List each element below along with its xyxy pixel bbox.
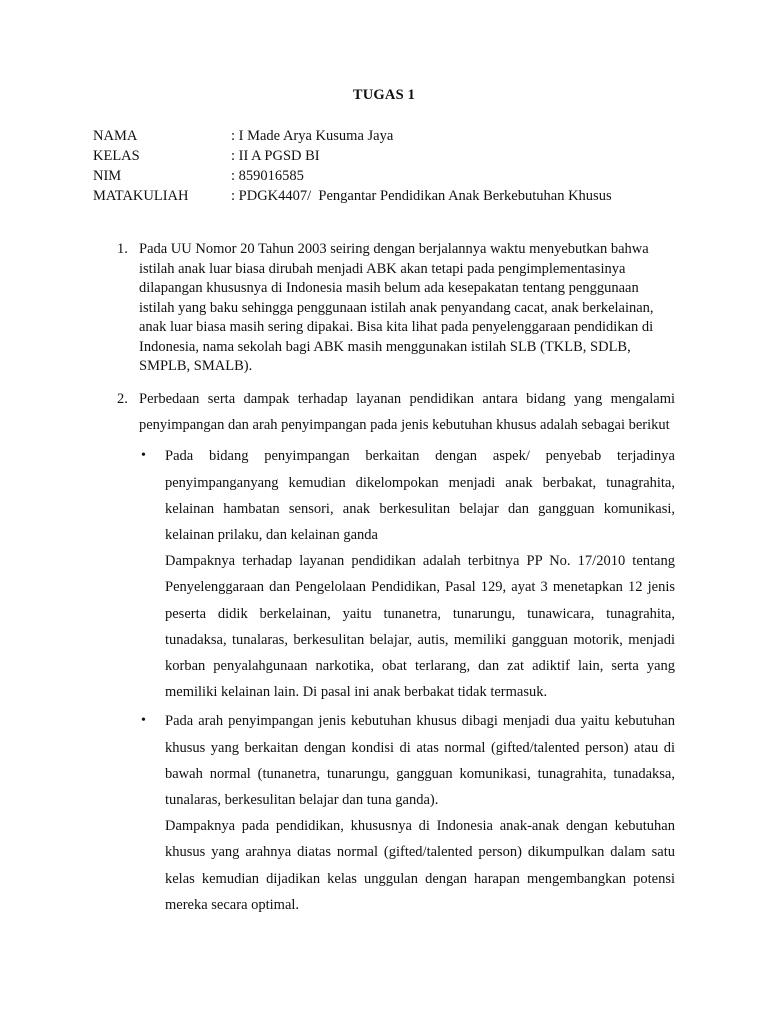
info-value: : 859016585 [231,168,304,184]
info-row-kelas [93,146,612,166]
document-title: TUGAS 1 [352,87,416,103]
answer-text: Pada UU Nomor 20 Tahun 2003 seiring dengan berjalannya waktu menyebutkan bahwa istilah anak luar biasa dirubah menjadi ABK akan tetapi pada pengimplementasinya dilapangan khususnya di Indonesia masih belum ada kesepakatan tentang penggunaan istilah yang baku sehingga penggunaan istilah anak penyandang cacat, anak berkelainan, anak luar biasa masih sering dipakai. Bisa kita lihat pada penyelenggaraan pendidikan di Indonesia, nama sekolah bagi ABK masih menggunakan istilah SLB (TKLB, SDLB, SMPLB, SMALB). [139,241,654,374]
list-item [139,443,675,705]
info-row-matakuliah [93,186,612,206]
bullet-text: Pada arah penyimpangan jenis kebutuhan khusus dibagi menjadi dua yaitu kebutuhan khusus yang berkaitan dengan kondisi di atas normal (gifted/talented person) atau di bawah normal (tunanetra, tunarungu, gangguan komunikasi, tunagrahita, tunadaksa, tunalaras, berkesulitan belajar dan tuna ganda). [165,713,675,809]
info-value: : PDGK4407/ Pengantar Pendidikan Anak Berkebutuhan Khusus [231,188,612,204]
bullet-text: Pada bidang penyimpangan berkaitan dengan aspek/ penyebab terjadinya penyimpanganyang kemudian dikelompokan menjadi anak berbakat, tunagrahita, kelainan hambatan sensori, anak berkesulitan belajar dan gangguan komunikasi, kelainan prilaku, dan kelainan ganda [165,448,675,544]
info-label: NAMA [93,128,138,144]
list-number: 1. [117,241,128,257]
info-value: : II A PGSD BI [231,148,320,164]
answer-item-2 [93,386,675,921]
bullet-impact: Dampaknya terhadap layanan pendidikan adalah terbitnya PP No. 17/2010 tentang Penyelenggaraan dan Pengelolaan Pendidikan, Pasal 129, ayat 3 menetapkan 12 jenis peserta didik berkelainan, yaitu tunanetra, tunarungu, tunawicara, tunagrahita, tunadaksa, tunalaras, berkesulitan belajar, autis, memiliki gangguan motorik, menjadi korban penyalahgunaan narkotika, obat terlarang, dan zat adiktif lain, serta yang memiliki kelainan lain. Di pasal ini anak berbakat tidak termasuk. [165,553,675,701]
info-value: : I Made Arya Kusuma Jaya [231,128,394,144]
list-number: 2. [117,391,128,407]
list-item [139,708,675,918]
bullet-impact: Dampaknya pada pendidikan, khususnya di Indonesia anak-anak dengan kebutuhan khusus yang arahnya diatas normal (gifted/talented person) dikumpulkan dalam satu kelas kemudian dijadikan kelas unggulan dengan harapan mengembangkan potensi mereka secara optimal. [165,818,675,913]
info-row-nama [93,126,612,146]
bullet-icon: • [141,448,146,464]
info-row-nim [93,166,612,186]
info-label: KELAS [93,148,140,164]
bullet-list [139,443,675,918]
answer-text: Perbedaan serta dampak terhadap layanan pendidikan antara bidang yang mengalami penyimpangan dan arah penyimpangan pada jenis kebutuhan khusus adalah sebagai berikut [139,391,675,434]
answer-item-1 [93,240,675,377]
student-info [93,126,612,206]
info-label: MATAKULIAH [93,188,189,204]
info-label: NIM [93,168,122,184]
bullet-icon: • [141,713,146,729]
